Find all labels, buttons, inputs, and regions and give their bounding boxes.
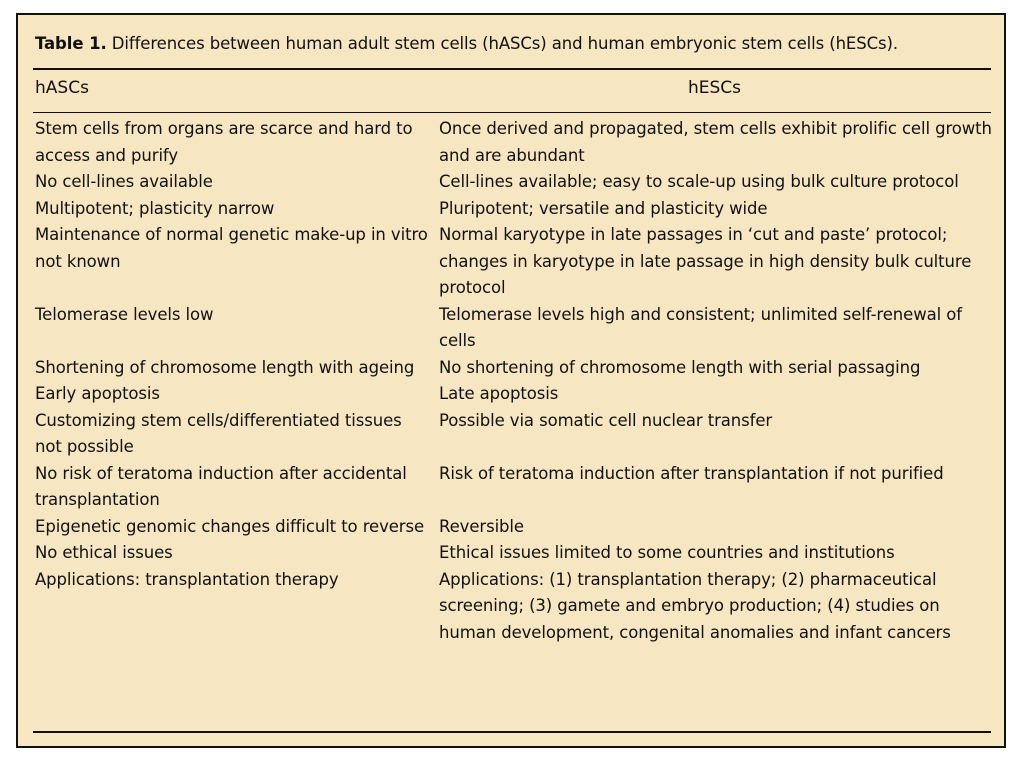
hascs-cell: Multipotent; plasticity narrow xyxy=(35,198,275,218)
hescs-cell: Applications: (1) transplantation therapy; (2) pharmaceutical screening; (3) gamete and embryo production; (4) studies on human development, congenital anomalies and infant cancers xyxy=(439,569,951,642)
column-header-hescs: hESCs xyxy=(687,78,742,98)
table-frame xyxy=(16,13,1006,748)
table-row xyxy=(35,514,993,541)
hescs-cell: Reversible xyxy=(439,516,524,536)
hescs-cell: No shortening of chromosome length with serial passaging xyxy=(439,357,921,377)
table-row xyxy=(35,408,993,461)
hescs-cell: Ethical issues limited to some countries and institutions xyxy=(439,543,895,562)
table-row xyxy=(35,222,993,302)
hascs-cell: Customizing stem cells/differentiated tissues not possible xyxy=(35,410,402,456)
hascs-cell: Maintenance of normal genetic make-up in vitro not known xyxy=(35,225,428,271)
header-rule xyxy=(33,112,991,113)
hascs-cell: Shortening of chromosome length with ageing xyxy=(35,357,415,377)
table-row xyxy=(35,381,993,408)
hascs-cell: Stem cells from organs are scarce and hard to access and purify xyxy=(35,119,413,165)
table-row xyxy=(35,169,993,196)
bottom-rule xyxy=(33,731,991,733)
hescs-cell: Risk of teratoma induction after transplantation if not purified xyxy=(439,463,944,483)
hescs-cell: Cell-lines available; easy to scale-up using bulk culture protocol xyxy=(439,172,959,191)
hascs-cell: No cell-lines available xyxy=(35,172,213,191)
table-row xyxy=(35,540,993,567)
table-caption-label: Table 1. xyxy=(35,34,107,53)
table-body xyxy=(35,116,993,646)
hascs-cell: Epigenetic genomic changes difficult to reverse xyxy=(35,516,425,536)
table-row xyxy=(35,355,993,382)
top-rule xyxy=(33,68,991,70)
hescs-cell: Possible via somatic cell nuclear transfer xyxy=(439,410,773,430)
hascs-cell: No ethical issues xyxy=(35,543,173,562)
hascs-cell: Telomerase levels low xyxy=(35,304,214,324)
table-row xyxy=(35,461,993,514)
hascs-cell: Early apoptosis xyxy=(35,384,160,403)
table-caption-text: Differences between human adult stem cells (hASCs) and human embryonic stem cells (hESCs). xyxy=(106,34,899,53)
hescs-cell: Pluripotent; versatile and plasticity wide xyxy=(439,198,768,218)
hascs-cell: Applications: transplantation therapy xyxy=(35,569,339,589)
hescs-cell: Once derived and propagated, stem cells exhibit prolific cell growth and are abundant xyxy=(439,119,992,165)
table-row xyxy=(35,116,993,169)
hescs-cell: Normal karyotype in late passages in ‘cut and paste’ protocol; changes in karyotype in late passage in high density bulk culture protocol xyxy=(439,225,972,297)
table-row xyxy=(35,567,993,647)
table-caption xyxy=(35,34,898,53)
table-row xyxy=(35,196,993,223)
hescs-cell: Late apoptosis xyxy=(439,384,559,403)
table-row xyxy=(35,302,993,355)
hescs-cell: Telomerase levels high and consistent; unlimited self-renewal of cells xyxy=(439,304,962,350)
hascs-cell: No risk of teratoma induction after accidental transplantation xyxy=(35,463,407,509)
column-header-hascs: hASCs xyxy=(35,78,89,98)
